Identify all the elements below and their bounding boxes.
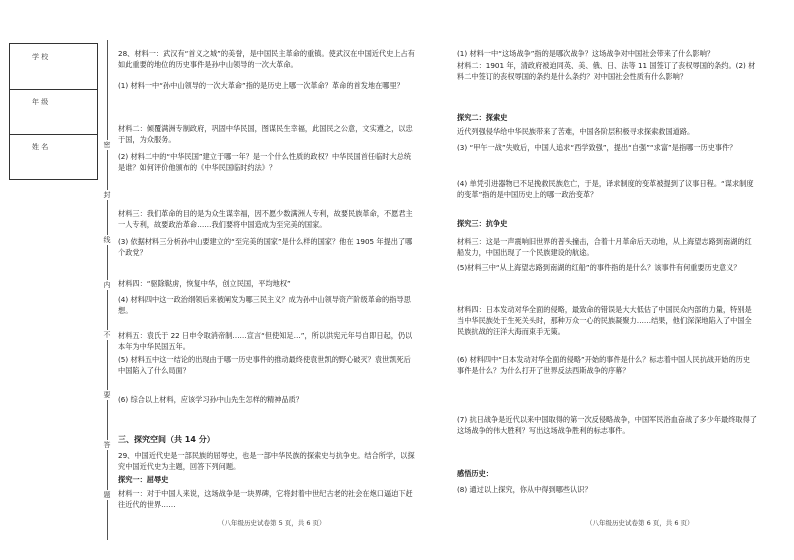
seal-char: 题	[100, 490, 114, 500]
explore-1-heading: 探究一：屈辱史	[118, 475, 169, 484]
question-28-5: (5) 材料五中这一结论的出现由于哪一历史事件的推动最终使袁世凯的野心破灭？袁世凯死后中国陷入了什么局面？	[118, 355, 411, 375]
material-3-q29: 材料三：这是一声震响旧世界的普头撞击，合着十月革命后天动地，从上海望志路到南湖的红船发力，中国出现了一个民族建设的航途。	[457, 237, 752, 257]
row-divider	[10, 134, 97, 135]
material-3: 材料三：我们革命的目的是为众生谋幸福，因不愿少数满洲人专利，故要民族革命，不愿君主一人专利，故要政治革命……我们要将中国造成为至完美的国家。	[118, 209, 413, 229]
question-29-4: (4) 单凭引进器物已不足挽救民族危亡，于是，译求制度的变革被提到了议事日程。“谋求制度的变革”指的是中国历史上的哪一政治变革？	[457, 179, 754, 199]
question-28-1: (1) 材料一中“孙中山领导的一次大革命”指的是历史上哪一次革命？革命的首发地在哪里？	[118, 81, 404, 90]
section-3-heading: 三、探究空间（共 14 分）	[118, 435, 215, 444]
row-divider	[10, 89, 97, 90]
explore-3-heading: 探究三：抗争史	[457, 219, 508, 228]
question-28-6: (6) 综合以上材料，应该学习孙中山先生怎样的精神品质？	[118, 395, 303, 404]
material-5: 材料五：袁氏于 22 日申令取消帝制……宣言“但使知足…”，所以洪宪元年号自即日起，仍以本年为中华民国五年。	[118, 331, 413, 351]
material-1-q29: 材料一：对于中国人来说，这场战争是一块界碑，它将封着中世纪古老的社会在炮口逼迫下赶往近代的世界……	[118, 489, 413, 509]
seal-line	[107, 40, 108, 540]
grade-label: 年 级	[32, 98, 49, 106]
student-info-box	[9, 43, 98, 180]
page-6-footer: （八年级历史试卷第 6 页，共 6 页）	[586, 519, 694, 527]
material-4: 材料四：“驱除鞑虏，恢复中华，创立民国，平均地权”	[118, 279, 291, 288]
name-label: 姓 名	[32, 143, 49, 151]
explore-2-heading: 探究二：探索史	[457, 113, 508, 122]
reflection-heading: 感悟历史：	[457, 469, 493, 478]
seal-char: 要	[100, 390, 114, 400]
question-29-8: (8) 通过以上探究，你从中得到哪些认识？	[457, 485, 592, 494]
page-5-footer: （八年级历史试卷第 5 页，共 6 页）	[218, 519, 326, 527]
question-29-6: (6) 材料四中“日本发动对华全面的侵略”开始的事件是什么？标志着中国人民抗战开始的历史事件是什么？为什么打开了世界反法西斯战争的序幕？	[457, 355, 751, 375]
seal-char: 封	[100, 190, 114, 200]
explore-2-intro: 近代列强侵华给中华民族带来了苦难，中国各阶层积极寻求探索救国道路。	[457, 127, 695, 136]
material-2: 材料二：倾覆满洲专制政府，巩固中华民国，图谋民生幸福，此国民之公意，文实遵之，以忠于国，为众服务。	[118, 124, 413, 144]
material-4-q29: 材料四：日本发动对华全面的侵略，最致命的错误是大大低估了中国民众内部的力量，特别是当中华民族处于生死关头时，那种万众一心的民族凝聚力……结果，他们深深地陷入了中国全民族抗战的汪洋大海而束手无策。	[457, 305, 752, 336]
seal-char: 内	[100, 280, 114, 290]
school-label: 学 校	[32, 53, 49, 61]
seal-char: 线	[100, 235, 114, 245]
question-28-4: (4) 材料四中这一政治纲领后来被阐发为哪三民主义？成为孙中山领导资产阶级革命的指导思想。	[118, 295, 411, 315]
question-28-2: (2) 材料二中的“中华民国”建立于哪一年？是一个什么性质的政权？中华民国首任临时大总统是谁？如何评价他颁布的《中华民国临时约法》？	[118, 152, 412, 172]
seal-char: 答	[100, 440, 114, 450]
question-29-1: (1) 材料一中“这场战争”指的是哪次战争？这场战争对中国社会带来了什么影响？	[457, 49, 715, 58]
question-29-5: (5)材料三中“从上海望志路到南湖的红船”的事件指的是什么？该事件有何重要历史意义？	[457, 263, 741, 272]
question-28-3: (3) 依据材料三分析孙中山要建立的“至完美的国家”是什么样的国家？他在 1905 年提出了哪个政党？	[118, 237, 413, 257]
seal-char: 密	[100, 140, 114, 150]
question-29-7: (7) 抗日战争是近代以来中国取得的第一次反侵略战争，中国军民浴血奋战了多少年最终取得了这场战争的伟大胜利？写出这场战争胜利的标志事件。	[457, 415, 757, 435]
question-29-intro: 29、中国近代史是一部民族的屈辱史，也是一部中华民族的探索史与抗争史。结合所学，以探究中国近代史为主题，回答下列问题。	[118, 451, 415, 471]
seal-char: 不	[100, 330, 114, 340]
question-28-intro: 28、材料一：武汉有“首义之城”的美誉，是中国民主革命的重镇。使武汉在中国近代史上占有如此重要的地位的历史事件是孙中山领导的一次大革命。	[118, 49, 415, 69]
material-2-q29: 材料二：1901 年，清政府被迫同英、美、俄、日、法等 11 国签订了丧权辱国的条约。(2) 材料二中签订的丧权辱国的条约是什么条约？对中国社会性质有什么影响？	[457, 61, 756, 81]
question-29-3: (3) “甲午一战”失败后，中国人追求“西学致强”，提出“自强”“求富”是指哪一历史事件？	[457, 143, 737, 152]
